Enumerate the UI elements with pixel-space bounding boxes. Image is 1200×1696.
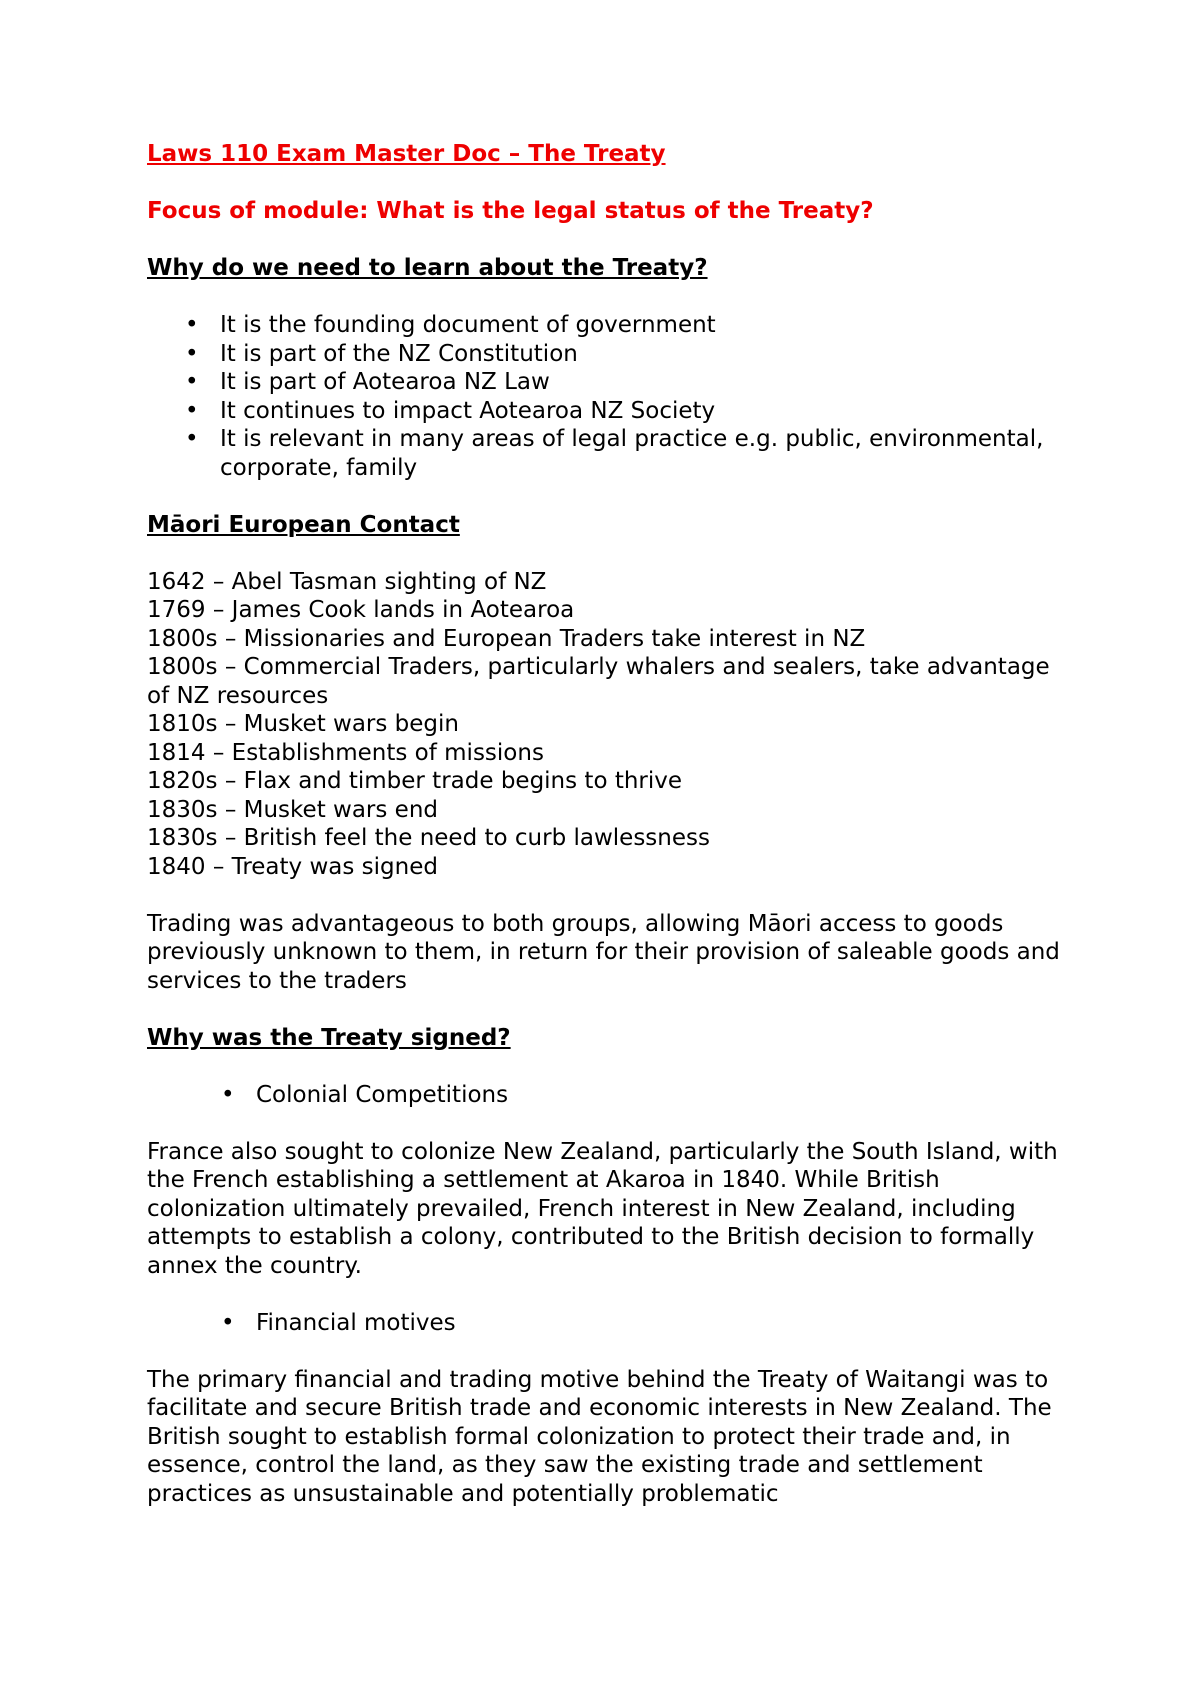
timeline-entry: 1800s – Missionaries and European Traders take interest in NZ bbox=[147, 625, 866, 652]
module-focus: Focus of module: What is the legal status of the Treaty? bbox=[147, 198, 874, 224]
timeline-entry: 1830s – British feel the need to curb lawlessness bbox=[147, 825, 710, 851]
list-item: • It is part of the NZ Constitution bbox=[185, 340, 578, 367]
list-item: • Colonial Competitions bbox=[221, 1081, 509, 1108]
bullet-icon: • bbox=[185, 426, 199, 452]
bullet-icon: • bbox=[185, 340, 199, 367]
timeline-entry: 1814 – Establishments of missions bbox=[147, 739, 544, 766]
list-item: • It is the founding document of government bbox=[185, 312, 716, 338]
financial-motives-paragraph: The primary financial and trading motive behind the Treaty of Waitangi was to facilitate and secure British trade and economic interests in New Zealand. The British sought to establish formal colonization to protect their trade and, in essence, control the land, as they saw the existing trade and settlement practices as unsustainable and potentially problematic bbox=[147, 1366, 1052, 1507]
list-item: • Financial motives bbox=[221, 1309, 456, 1336]
timeline-entry: 1642 – Abel Tasman sighting of NZ bbox=[147, 568, 547, 595]
bullet-icon: • bbox=[221, 1309, 235, 1336]
document-page bbox=[147, 140, 1077, 1537]
list-item: • It continues to impact Aotearoa NZ Society bbox=[185, 397, 716, 424]
timeline-entry: 1820s – Flax and timber trade begins to thrive bbox=[147, 768, 683, 794]
bullet-icon: • bbox=[185, 397, 199, 424]
document-title: Laws 110 Exam Master Doc – The Treaty bbox=[147, 141, 666, 167]
colonial-competitions-list bbox=[147, 1081, 1077, 1110]
heading-why-signed: Why was the Treaty signed? bbox=[147, 1024, 511, 1051]
list-item: • It is relevant in many areas of legal practice e.g. public, environmental, corporate, family bbox=[185, 426, 1044, 481]
contact-timeline bbox=[147, 568, 1077, 882]
timeline-entry: 1769 – James Cook lands in Aotearoa bbox=[147, 597, 575, 623]
timeline-entry: 1830s – Musket wars end bbox=[147, 796, 439, 823]
bullet-icon: • bbox=[221, 1081, 235, 1108]
timeline-entry: 1810s – Musket wars begin bbox=[147, 711, 459, 737]
heading-maori-european-contact: Māori European Contact bbox=[147, 511, 460, 538]
trading-paragraph: Trading was advantageous to both groups, allowing Māori access to goods previously unknown to them, in return for their provision of saleable goods and services to the traders bbox=[147, 910, 1060, 994]
timeline-entry: 1800s – Commercial Traders, particularly whalers and sealers, take advantage of NZ resources bbox=[147, 654, 1050, 709]
bullet-icon: • bbox=[185, 369, 199, 395]
list-item: • It is part of Aotearoa NZ Law bbox=[185, 369, 550, 395]
why-learn-list bbox=[147, 311, 1077, 482]
colonial-competitions-paragraph: France also sought to colonize New Zealand, particularly the South Island, with the French establishing a settlement at Akaroa in 1840. While British colonization ultimately prevailed, French interest in New Zealand, including attempts to establish a colony, contributed to the British decision to formally annex the country. bbox=[147, 1138, 1058, 1279]
timeline-entry: 1840 – Treaty was signed bbox=[147, 853, 438, 880]
financial-motives-list bbox=[147, 1309, 1077, 1338]
bullet-icon: • bbox=[185, 312, 199, 338]
heading-why-learn: Why do we need to learn about the Treaty? bbox=[147, 255, 708, 281]
